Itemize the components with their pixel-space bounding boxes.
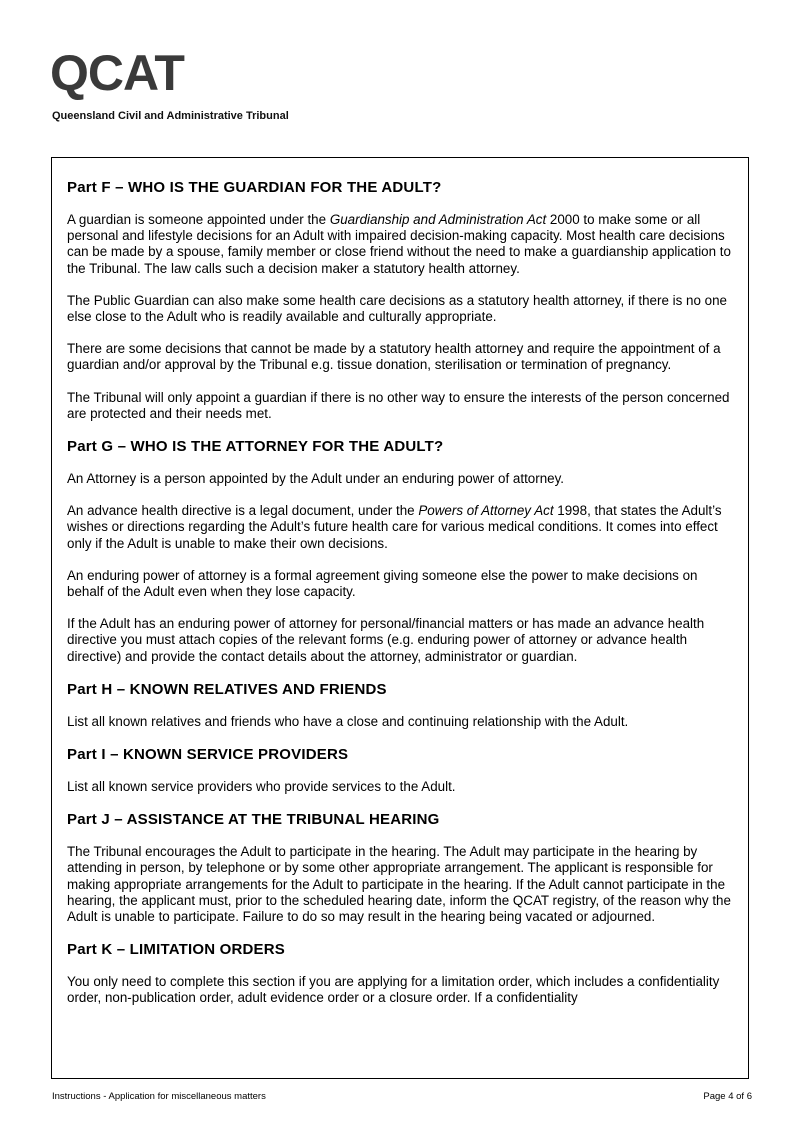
paragraph — [67, 503, 734, 552]
org-name: Queensland Civil and Administrative Tribunal — [52, 110, 289, 122]
text-run: An advance health directive is a legal document, under the — [67, 503, 419, 519]
text-run: An enduring power of attorney is a formal agreement giving someone else the power to make decisions on behalf of the Adult even when they lose capacity. — [67, 567, 698, 600]
text-run: You only need to complete this section if you are applying for a limitation order, which includes a confidentiality order, non-publication order, adult evidence order or a closure order. If a confidentiality — [67, 974, 720, 1006]
text-run: The Tribunal will only appoint a guardian if there is no other way to ensure the interests of the person concerned are protected and their needs met. — [67, 389, 730, 421]
section — [67, 179, 734, 422]
paragraph — [67, 568, 734, 600]
paragraph — [67, 471, 734, 487]
text-run: An Attorney is a person appointed by the Adult under an enduring power of attorney. — [67, 471, 565, 487]
paragraph — [67, 341, 734, 373]
section-heading: Part K – LIMITATION ORDERS — [67, 941, 285, 959]
section — [67, 811, 734, 925]
text-run: List all known relatives and friends who have a close and continuing relationship with the Adult. — [67, 713, 629, 729]
text-run: The Tribunal encourages the Adult to participate in the hearing. The Adult may participate in the hearing by attending in person, by telephone or by some other appropriate arrangement. The applicant is responsible for making appropriate arrangements for the Adult to participate in the hearing. If the Adult cannot participate in the hearing, the applicant must, prior to the scheduled hearing date, inform the QCAT registry, of the reason why the Adult is unable to participate. Failure to do so may result in the hearing being vacated or adjourned. — [67, 844, 731, 925]
paragraph — [67, 974, 734, 1006]
paragraph — [67, 390, 734, 422]
section-heading: Part H – KNOWN RELATIVES AND FRIENDS — [67, 680, 387, 698]
text-run: 2000 to make some or all personal and lifestyle decisions for an Adult with impaired decision-making capacity. Most health care decisions can be made by a spouse, family member or close friend without the need to make a guardianship application to the Tribunal. The law calls such a decision maker a statutory health attorney. — [67, 212, 731, 276]
text-run: A guardian is someone appointed under the — [67, 212, 330, 227]
paragraph — [67, 714, 734, 730]
text-run: If the Adult has an enduring power of attorney for personal/financial matters or has made an advance health directive you must attach copies of the relevant forms (e.g. enduring power of attorney or advance health directive) and provide the contact details about the attorney, administrator or guardian. — [67, 616, 705, 664]
italic-text: Guardianship and Administration Act — [329, 212, 547, 227]
section-heading: Part G – WHO IS THE ATTORNEY FOR THE ADULT? — [67, 438, 444, 456]
qcat-logo: QCAT — [50, 45, 184, 101]
text-run: 1998, that states the Adult’s wishes or directions regarding the Adult’s future health care for various medical conditions. It comes into effect only if the Adult is unable to make their own decisions. — [67, 503, 722, 551]
footer-document-title: Instructions - Application for miscellaneous matters — [52, 1091, 266, 1102]
text-run: The Public Guardian can also make some health care decisions as a statutory health attorney, if there is no one else close to the Adult who is readily available and culturally appropriate. — [67, 292, 727, 325]
section-heading: Part I – KNOWN SERVICE PROVIDERS — [67, 746, 349, 764]
content-box — [51, 157, 749, 1079]
footer-page-number: Page 4 of 6 — [703, 1091, 752, 1102]
content-body — [67, 179, 734, 1023]
text-run: There are some decisions that cannot be made by a statutory health attorney and require the appointment of a guardian and/or approval by the Tribunal e.g. tissue donation, sterilisation or termination of pregnancy. — [67, 341, 721, 373]
section — [67, 438, 734, 665]
italic-text: Powers of Attorney Act — [418, 503, 554, 519]
paragraph — [67, 616, 734, 665]
section — [67, 941, 734, 1006]
section — [67, 746, 734, 795]
paragraph — [67, 779, 734, 795]
paragraph — [67, 844, 734, 925]
section-heading: Part F – WHO IS THE GUARDIAN FOR THE ADULT? — [67, 179, 442, 196]
section — [67, 681, 734, 730]
section-heading: Part J – ASSISTANCE AT THE TRIBUNAL HEARING — [67, 811, 440, 829]
text-run: List all known service providers who provide services to the Adult. — [67, 779, 456, 795]
paragraph — [67, 212, 734, 277]
paragraph — [67, 293, 734, 325]
